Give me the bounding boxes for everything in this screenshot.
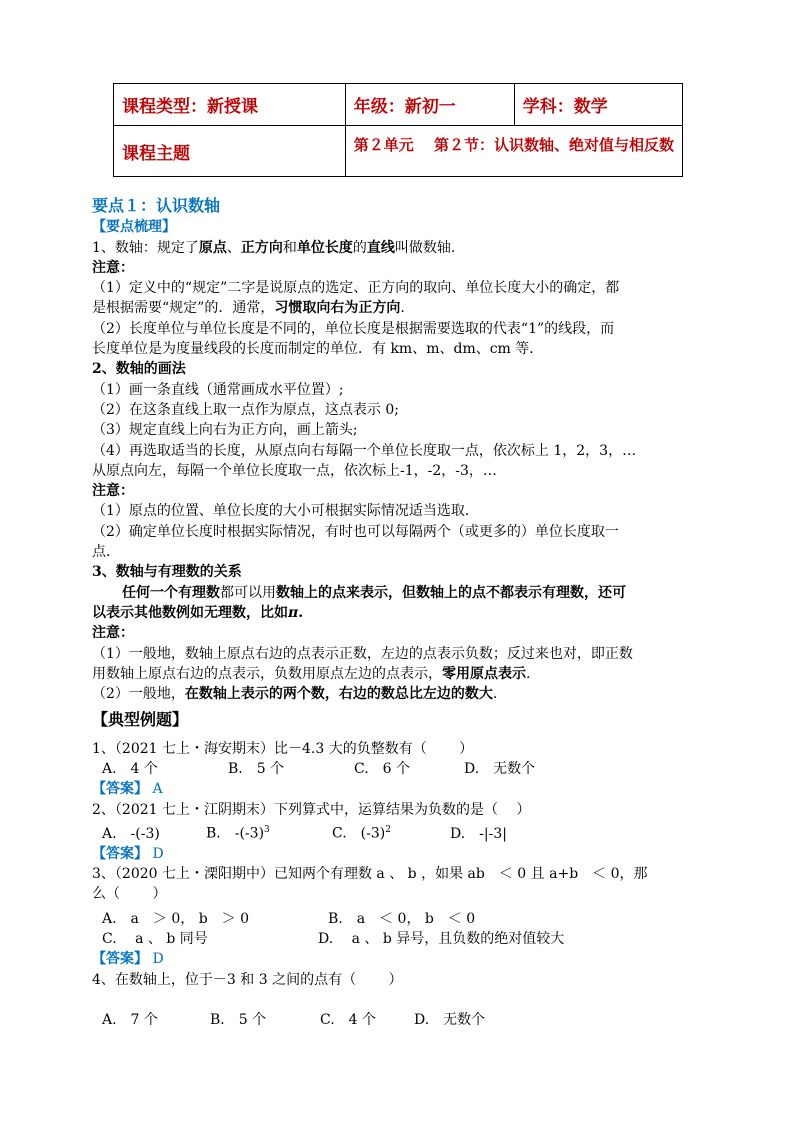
question-1: 1、（2021 七上・海安期末）比－4.3 大的负整数有（ ） bbox=[92, 740, 474, 757]
option: B. 5 个 bbox=[228, 761, 285, 778]
course-type-cell: 课程类型：新授课 bbox=[114, 84, 346, 126]
step-line: （4）再选取适当的长度，从原点向右每隔一个单位长度取一点，依次标上 1，2，3，… bbox=[92, 442, 637, 459]
note-line: 点． bbox=[92, 544, 120, 561]
grade-cell: 年级：新初一 bbox=[345, 84, 514, 126]
question-3-options bbox=[92, 929, 704, 949]
option: B. a ＜ 0， b ＜ 0 bbox=[328, 910, 476, 927]
option: C. 4 个 bbox=[320, 1011, 377, 1028]
main-content bbox=[92, 196, 704, 1030]
step-line: （1）画一条直线（通常画成水平位置）; bbox=[92, 381, 344, 398]
option: D. a 、 b 异号，且负数的绝对值较大 bbox=[318, 931, 565, 948]
option: A. -(-3) bbox=[102, 825, 160, 842]
option: C. 6 个 bbox=[354, 761, 411, 778]
option: D. -|-3| bbox=[450, 825, 507, 842]
option: C. $(-3)^2$ bbox=[332, 824, 391, 842]
question-1-options bbox=[92, 759, 704, 779]
course-info-table bbox=[113, 83, 683, 177]
section-title: 要点１：认识数轴 bbox=[92, 196, 221, 215]
note-line: （1）原点的位置、单位长度的大小可根据实际情况适当选取． bbox=[92, 503, 479, 520]
option: D. 无数个 bbox=[464, 761, 536, 778]
note-label: 注意： bbox=[92, 483, 134, 500]
subject-cell: 学科：数学 bbox=[514, 84, 682, 126]
note-label: 注意： bbox=[92, 259, 134, 276]
answer-line: 【答案】 D bbox=[92, 845, 164, 862]
note-line: 是根据需要“规定”的．通常，习惯取向右为正方向. bbox=[92, 300, 405, 317]
answer-line: 【答案】 A bbox=[92, 781, 163, 798]
note-line: （1）定义中的“规定”二字是说原点的选定、正方向的取向、单位长度大小的确定，都 bbox=[92, 280, 620, 297]
option: A. a ＞ 0， b ＞ 0 bbox=[102, 910, 250, 927]
note-line: （2）一般地，在数轴上表示的两个数，右边的数总比左边的数大. bbox=[92, 686, 498, 703]
option: D. 无数个 bbox=[414, 1011, 486, 1028]
pi-symbol: π bbox=[288, 604, 299, 621]
option: C. a 、 b 同号 bbox=[102, 931, 208, 948]
question-3: 3、（2020 七上・溧阳期中）已知两个有理数 a 、 b ，如果 ab ＜ 0 且 a+b ＜ 0，那 bbox=[92, 866, 648, 883]
option: A. 4 个 bbox=[102, 761, 158, 778]
paragraph-1: 1、数轴：规定了原点、正方向和单位长度的直线叫做数轴. bbox=[92, 239, 456, 256]
subsection-title: 2、数轴的画法 bbox=[92, 361, 186, 378]
note-line: （2）确定单位长度时根据实际情况，有时也可以每隔两个（或更多的）单位长度取一 bbox=[92, 523, 619, 540]
question-4-options bbox=[92, 1010, 704, 1030]
answer-line: 【答案】 D bbox=[92, 951, 164, 968]
topic-cell: 第２单元 第２节：认识数轴、绝对值与相反数 bbox=[345, 126, 682, 177]
subsection-title: 3、数轴与有理数的关系 bbox=[92, 564, 242, 581]
question-3: 么（ ） bbox=[92, 886, 167, 903]
note-line: （2）长度单位与单位长度是不同的，单位长度是根据需要选取的代表“1”的线段，而 bbox=[92, 320, 615, 337]
note-line: 长度单位是为度量线段的长度而制定的单位．有 km、m、dm、cm 等． bbox=[92, 341, 544, 358]
option: A. 7 个 bbox=[102, 1011, 158, 1028]
question-2: 2、（2021 七上・江阴期末）下列算式中，运算结果为负数的是（ ） bbox=[92, 801, 531, 818]
note-label: 注意： bbox=[92, 625, 134, 642]
step-line: （3）规定直线上向右为正方向，画上箭头; bbox=[92, 422, 358, 439]
option: B. $-(-3)^3$ bbox=[206, 824, 270, 842]
topic-label-cell: 课程主题 bbox=[114, 126, 346, 177]
question-3-options bbox=[92, 909, 704, 929]
question-2-options bbox=[92, 820, 704, 844]
option: B. 5 个 bbox=[210, 1011, 267, 1028]
examples-tag: 【典型例题】 bbox=[92, 710, 189, 730]
step-line: 从原点向左，每隔一个单位长度取一点，依次标上-1，-2，-3，… bbox=[92, 462, 497, 479]
step-line: （2）在这条直线上取一点作为原点，这点表示 0; bbox=[92, 401, 399, 418]
body-line: 以表示其他数例如无理数，比如π. bbox=[92, 604, 304, 621]
review-tag: 【要点梳理】 bbox=[92, 219, 176, 236]
question-4: 4、在数轴上，位于－3 和 3 之间的点有（ ） bbox=[92, 971, 403, 988]
note-line: 用数轴上原点右边的点表示，负数用原点左边的点表示，零用原点表示. bbox=[92, 665, 531, 682]
note-line: （1）一般地，数轴上原点右边的点表示正数，左边的点表示负数；反过来也对，即正数 bbox=[92, 645, 633, 662]
body-line: 任何一个有理数都可以用数轴上的点来表示，但数轴上的点不都表示有理数，还可 bbox=[122, 584, 626, 601]
